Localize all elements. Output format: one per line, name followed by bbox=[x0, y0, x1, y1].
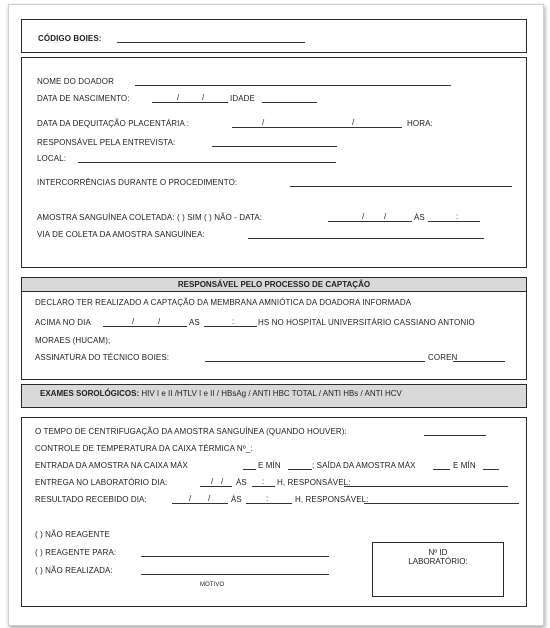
amostra-time-field[interactable] bbox=[428, 221, 480, 222]
centrifugacao-label: O TEMPO DE CENTRIFUGAÇÃO DA AMOSTRA SANGUÍNEA (QUANDO HOUVER): bbox=[35, 427, 347, 436]
temperatura-label: CONTROLE DE TEMPERATURA DA CAIXA TÉRMICA Nº_: bbox=[35, 444, 253, 453]
intercorrencias-field[interactable] bbox=[290, 186, 512, 187]
saida-min-label: E MÍN bbox=[453, 461, 476, 470]
sorologicos-label: EXAMES SOROLÓGICOS: bbox=[40, 389, 140, 398]
entrega-colon: : bbox=[262, 477, 265, 486]
via-field[interactable] bbox=[248, 238, 484, 239]
assinatura-field[interactable] bbox=[205, 361, 425, 362]
idade-label: IDADE bbox=[230, 94, 255, 103]
dequitacao-slash-1: / bbox=[262, 118, 265, 127]
amostra-label: AMOSTRA SANGUÍNEA COLETADA: ( ) SIM ( ) NÃO - DATA: bbox=[37, 213, 263, 222]
nascimento-field[interactable] bbox=[152, 102, 228, 103]
idade-field[interactable] bbox=[262, 102, 317, 103]
sorologicos-section bbox=[21, 384, 527, 408]
amostra-slash-1: / bbox=[362, 212, 365, 221]
captacao-time-field[interactable] bbox=[204, 326, 257, 327]
lab-id-box[interactable] bbox=[372, 542, 504, 597]
via-label: VIA DE COLETA DA AMOSTRA SANGUÍNEA: bbox=[37, 230, 205, 239]
dequitacao-slash-2: / bbox=[352, 118, 355, 127]
resultado-time-field[interactable] bbox=[246, 503, 292, 504]
resultado-slash-1: / bbox=[189, 494, 192, 503]
entrega-label: ENTREGA NO LABORATÓRIO DIA: bbox=[35, 478, 168, 487]
codigo-field[interactable] bbox=[117, 42, 305, 43]
amostra-colon: : bbox=[456, 212, 459, 221]
entrega-responsavel-field[interactable] bbox=[344, 486, 508, 487]
captacao-date-field[interactable] bbox=[103, 326, 187, 327]
assinatura-label: ASSINATURA DO TÉCNICO BOIES: bbox=[35, 353, 170, 362]
captacao-as-label: AS bbox=[189, 318, 200, 327]
reagente-field[interactable] bbox=[141, 556, 329, 557]
intercorrencias-label: INTERCORRÊNCIAS DURANTE O PROCEDIMENTO: bbox=[37, 178, 238, 187]
entrega-slash-2: / bbox=[221, 477, 224, 486]
entrada-min-field[interactable] bbox=[288, 469, 312, 470]
amostra-date-field[interactable] bbox=[328, 221, 412, 222]
dequitacao-label: DATA DA DEQUITAÇÃO PLACENTÁRIA : bbox=[37, 119, 190, 128]
captacao-section bbox=[21, 277, 527, 380]
nascimento-slash-1: / bbox=[177, 93, 180, 102]
nascimento-slash-2: / bbox=[202, 93, 205, 102]
coren-label: COREN bbox=[428, 353, 458, 362]
captacao-declaro: DECLARO TER REALIZADO A CAPTAÇÃO DA MEMBRANA AMNIÓTICA DA DOADORA INFORMADA bbox=[35, 298, 412, 307]
responsavel-field[interactable] bbox=[212, 146, 337, 147]
sorologicos-tests: HIV I e II /HTLV I e II / HBsAg / ANTI HBC TOTAL / ANTI HBs / ANTI HCV bbox=[141, 389, 402, 398]
reagente-option[interactable]: ( ) REAGENTE PARA: bbox=[35, 548, 117, 557]
nao-reagente-option[interactable]: ( ) NÃO REAGENTE bbox=[35, 530, 110, 539]
saida-label: ; SAÍDA DA AMOSTRA MÁX bbox=[312, 461, 416, 470]
coren-field[interactable] bbox=[453, 361, 505, 362]
local-field[interactable] bbox=[78, 162, 336, 163]
codigo-label: CÓDIGO BOIES: bbox=[38, 34, 102, 43]
entrega-date-field[interactable] bbox=[200, 486, 232, 487]
entrada-min-label: E MÍN bbox=[258, 461, 281, 470]
resultado-as-label: ÀS bbox=[231, 495, 242, 504]
amostra-as-label: ÀS bbox=[414, 213, 425, 222]
nascimento-label: DATA DE NASCIMENTO: bbox=[37, 94, 130, 103]
lab-id-sub: LABORATÓRIO: bbox=[408, 557, 468, 566]
local-label: LOCAL: bbox=[37, 154, 67, 163]
captacao-moraes: MORAES (HUCAM); bbox=[35, 336, 111, 345]
captacao-slash-2: / bbox=[158, 317, 161, 326]
entrada-max-field[interactable] bbox=[243, 469, 256, 470]
lab-id-label: Nº ID bbox=[428, 548, 448, 557]
responsavel-label: RESPONSÁVEL PELA ENTREVISTA: bbox=[37, 138, 176, 147]
hora-label: HORA: bbox=[407, 119, 433, 128]
resultado-label: RESULTADO RECEBIDO DIA: bbox=[35, 495, 147, 504]
captacao-acima-label: ACIMA NO DIA bbox=[35, 318, 91, 327]
nao-realizada-field[interactable] bbox=[141, 574, 329, 575]
entrada-label: ENTRADA DA AMOSTRA NA CAIXA MÁX bbox=[35, 461, 188, 470]
resultado-responsavel-field[interactable] bbox=[364, 503, 519, 504]
nome-label: NOME DO DOADOR bbox=[37, 77, 114, 86]
resultado-colon: : bbox=[266, 494, 269, 503]
entrega-responsavel-label: H, RESPONSÁVEL: bbox=[277, 478, 351, 487]
resultado-date-field[interactable] bbox=[172, 503, 228, 504]
resultado-responsavel-label: H, RESPONSÁVEL: bbox=[295, 495, 369, 504]
entrega-slash-1: / bbox=[211, 477, 214, 486]
entrega-as-label: ÀS bbox=[236, 478, 247, 487]
centrifugacao-field[interactable] bbox=[424, 435, 486, 436]
dequitacao-field[interactable] bbox=[232, 127, 402, 128]
sorologicos-banner bbox=[22, 385, 526, 407]
captacao-hospital: HS NO HOSPITAL UNIVERSITÁRIO CASSIANO ANTONIO bbox=[258, 318, 475, 327]
saida-min-field[interactable] bbox=[483, 469, 499, 470]
amostra-slash-2: / bbox=[384, 212, 387, 221]
saida-max-field[interactable] bbox=[433, 469, 450, 470]
nao-realizada-option[interactable]: ( ) NÃO REALIZADA: bbox=[35, 566, 113, 575]
captacao-slash-1: / bbox=[132, 317, 135, 326]
resultado-slash-2: / bbox=[208, 494, 211, 503]
captacao-header: RESPONSÁVEL PELO PROCESSO DE CAPTAÇÃO bbox=[22, 278, 526, 292]
nome-field[interactable] bbox=[135, 85, 451, 86]
captacao-colon: : bbox=[232, 317, 235, 326]
motivo-label: MOTIVO bbox=[200, 582, 225, 588]
